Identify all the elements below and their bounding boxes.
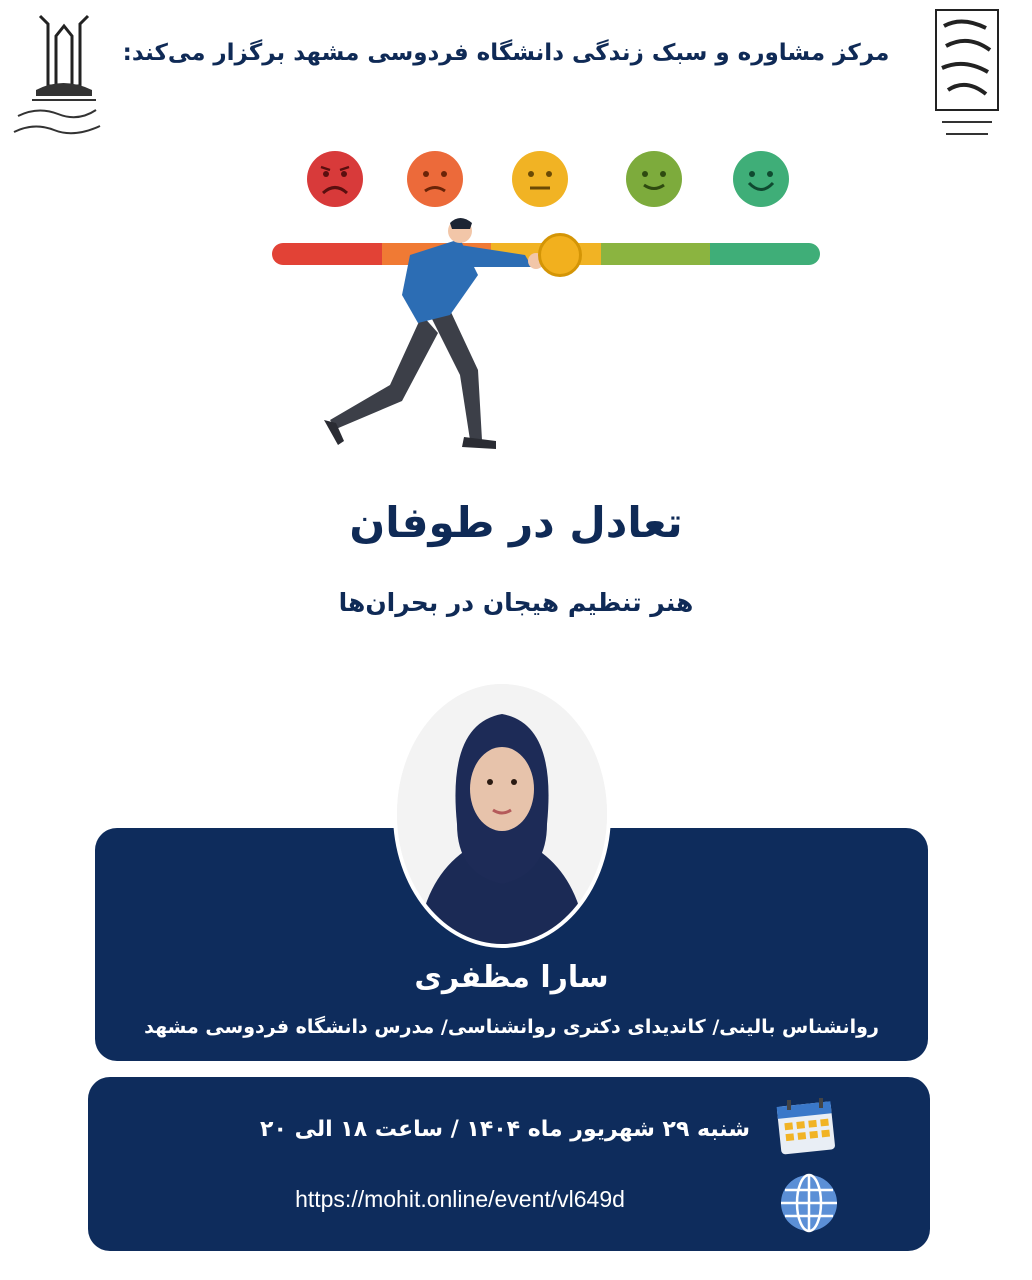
- university-emblem-icon: [8, 6, 103, 141]
- organizer-text: مرکز مشاوره و سبک زندگی دانشگاه فردوسی مشهد برگزار می‌کند:: [122, 40, 890, 66]
- event-registration-link[interactable]: https://mohit.online/event/vl649d: [295, 1186, 625, 1212]
- happy-face-icon: [625, 150, 683, 208]
- university-logo: [8, 6, 103, 141]
- mood-slider-segment: [601, 243, 711, 265]
- globe-icon: [778, 1172, 840, 1234]
- event-subtitle: هنر تنظیم هیجان در بحران‌ها: [338, 588, 694, 617]
- calendar-icon: [775, 1096, 841, 1158]
- person-pushing-slider-illustration: [310, 215, 560, 460]
- mood-faces: [300, 150, 800, 212]
- sad-face-icon: [406, 150, 464, 208]
- very-sad-face-icon: [306, 150, 364, 208]
- calligraphy-emblem-icon: [932, 6, 1002, 146]
- neutral-face-icon: [511, 150, 569, 208]
- speaker-name: سارا مظفری: [414, 960, 609, 995]
- event-title: تعادل در طوفان: [349, 498, 683, 547]
- mood-slider-segment: [710, 243, 820, 265]
- speaker-role: روانشناس بالینی/ کاندیدای دکتری روانشناسی/ مدرس دانشگاه فردوسی مشهد: [144, 1016, 879, 1038]
- very-happy-face-icon: [732, 150, 790, 208]
- speaker-photo: [393, 680, 611, 948]
- event-date-time: شنبه ۲۹ شهریور ماه ۱۴۰۴ / ساعت ۱۸ الی ۲۰: [260, 1117, 750, 1142]
- student-affairs-logo: [932, 6, 1002, 146]
- mood-slider-knob: [538, 233, 582, 277]
